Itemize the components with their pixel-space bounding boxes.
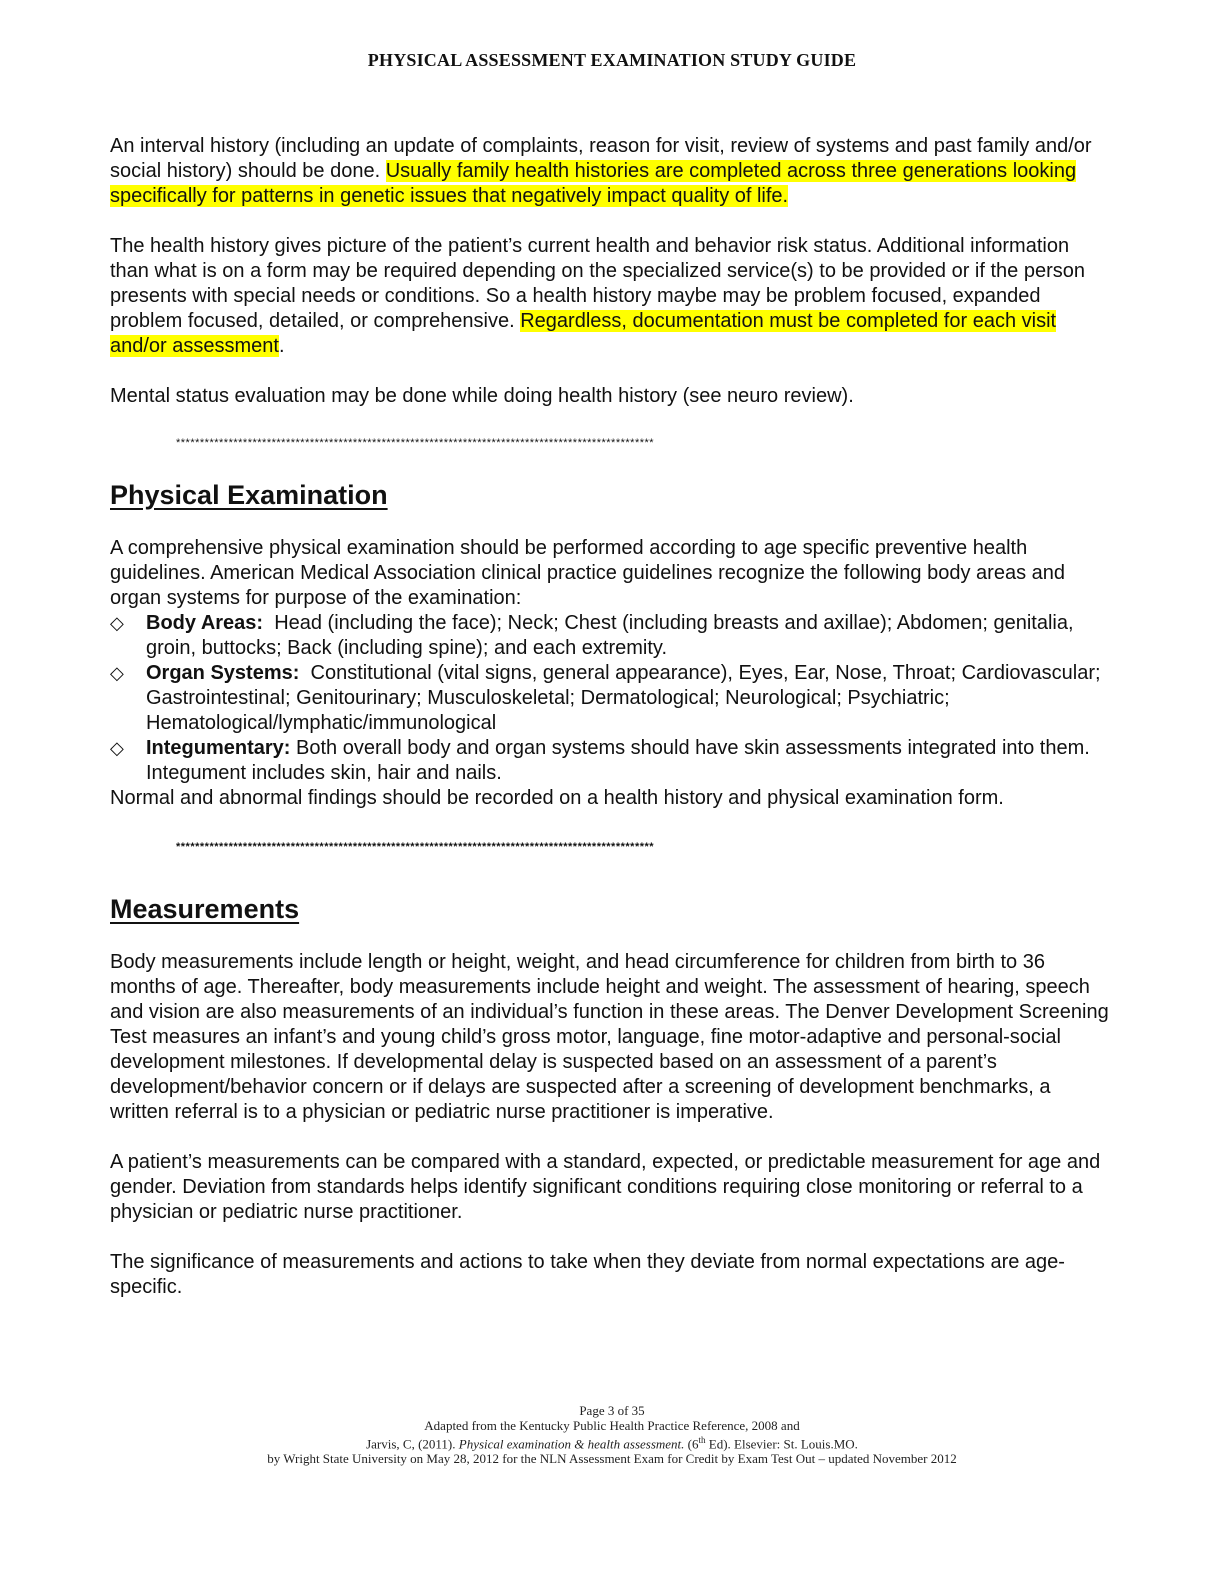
- list-item: [110, 736, 1110, 786]
- paragraph-end: .: [278, 335, 285, 357]
- measurements-paragraph: A patient’s measurements can be compared with a standard, expected, or predictable measurement for age and gender. Deviation from standards helps identify significant conditions requiring close monitoring or referral to a physician or pediatric nurse practitioner.: [110, 1151, 1101, 1223]
- highlighted-text: Regardless, documentation must be completed for each visit and/or assessment: [110, 310, 1057, 357]
- list-item: [110, 611, 1110, 661]
- paragraph-text: An interval history (including an update of complaints, reason for visit, review of systems and past family and/or social history) should be done.: [110, 135, 1092, 182]
- list-item-text: Constitutional (vital signs, general appearance), Eyes, Ear, Nose, Throat; Cardiovascular; Gastrointestinal; Genitourinary; Musculoskeletal; Dermatological; Neurological; Psychiatric; Hematological/lymphatic/immunological: [146, 662, 1107, 734]
- list-item-label: Organ Systems:: [146, 662, 300, 684]
- diamond-bullet-icon: ◇: [110, 663, 124, 683]
- list-item-text: Head (including the face); Neck; Chest (including breasts and axillae); Abdomen; genitalia, groin, buttocks; Back (including spine); and each extremity.: [146, 612, 1080, 659]
- findings-note: Normal and abnormal findings should be recorded on a health history and physical examination form.: [110, 787, 1004, 809]
- exam-areas-list: [110, 611, 1110, 786]
- list-item-text: Both overall body and organ systems should have skin assessments integrated into them. Integument includes skin, hair and nails.: [146, 737, 1090, 784]
- list-item-label: Integumentary:: [146, 737, 291, 759]
- page-header: PHYSICAL ASSESSMENT EXAMINATION STUDY GUIDE: [367, 50, 857, 70]
- highlighted-text: Usually family health histories are completed across three generations looking specifically for patterns in genetic issues that negatively impact quality of life.: [110, 160, 1077, 207]
- list-item-label: Body Areas:: [146, 612, 264, 634]
- paragraph-text: The health history gives picture of the patient’s current health and behavior risk status. Additional information than what is on a form may be required depending on the specialized service(s) to be provided or if the person presents with special needs or conditions. So a health history maybe may be problem focused, expanded problem focused, detailed, or comprehensive.: [110, 235, 1085, 332]
- diamond-bullet-icon: ◇: [110, 613, 124, 633]
- footer-citation-line: by Wright State University on May 28, 2012 for the NLN Assessment Exam for Credit by Exam Test Out – updated November 2012: [267, 1451, 957, 1467]
- measurements-paragraph: The significance of measurements and actions to take when they deviate from normal expectations are age-specific.: [110, 1251, 1065, 1298]
- mental-status-paragraph: Mental status evaluation may be done while doing health history (see neuro review).: [110, 385, 854, 407]
- measurements-heading: Measurements: [110, 894, 300, 924]
- page-number: Page 3 of 35: [579, 1403, 645, 1418]
- footer-citation-line: [0, 1433, 1224, 1451]
- citation-title: Physical examination & health assessment.: [458, 1436, 685, 1452]
- page-footer: [0, 1403, 1224, 1466]
- interval-history-paragraph: [110, 134, 1110, 209]
- measurements-paragraph: Body measurements include length or height, weight, and head circumference for children from birth to 36 months of age. Thereafter, body measurements include height and weight. The assessment of hearing, speech and vision are also measurements of an individual’s function in these areas. The Denver Development Screening Test measures an infant’s and young child’s gross motor, language, fine motor-adaptive and personal-social development milestones. If developmental delay is suspected based on an assessment of a parent’s development/behavior concern or if delays are suspected after a screening of development benchmarks, a written referral is to a physician or pediatric nurse practitioner is imperative.: [110, 951, 1109, 1123]
- health-history-paragraph: [110, 234, 1110, 359]
- citation-edition: (6: [684, 1436, 699, 1452]
- diamond-bullet-icon: ◇: [110, 738, 124, 758]
- list-item: [110, 661, 1110, 736]
- citation-superscript: th: [698, 1435, 706, 1445]
- section-divider: ****************************************************************************************************: [176, 437, 655, 449]
- citation-publisher: Ed). Elsevier: St. Louis.MO.: [705, 1436, 858, 1452]
- document-body: [110, 134, 1110, 1300]
- physical-examination-heading: Physical Examination: [110, 480, 388, 510]
- physical-exam-intro: A comprehensive physical examination should be performed according to age specific preventive health guidelines. American Medical Association clinical practice guidelines recognize the following body areas and organ systems for purpose of the examination:: [110, 537, 1065, 609]
- citation-author: Jarvis, C, (2011).: [366, 1436, 459, 1452]
- section-divider: ****************************************************************************************************: [176, 841, 655, 853]
- footer-citation-line: Adapted from the Kentucky Public Health Practice Reference, 2008 and: [424, 1418, 800, 1433]
